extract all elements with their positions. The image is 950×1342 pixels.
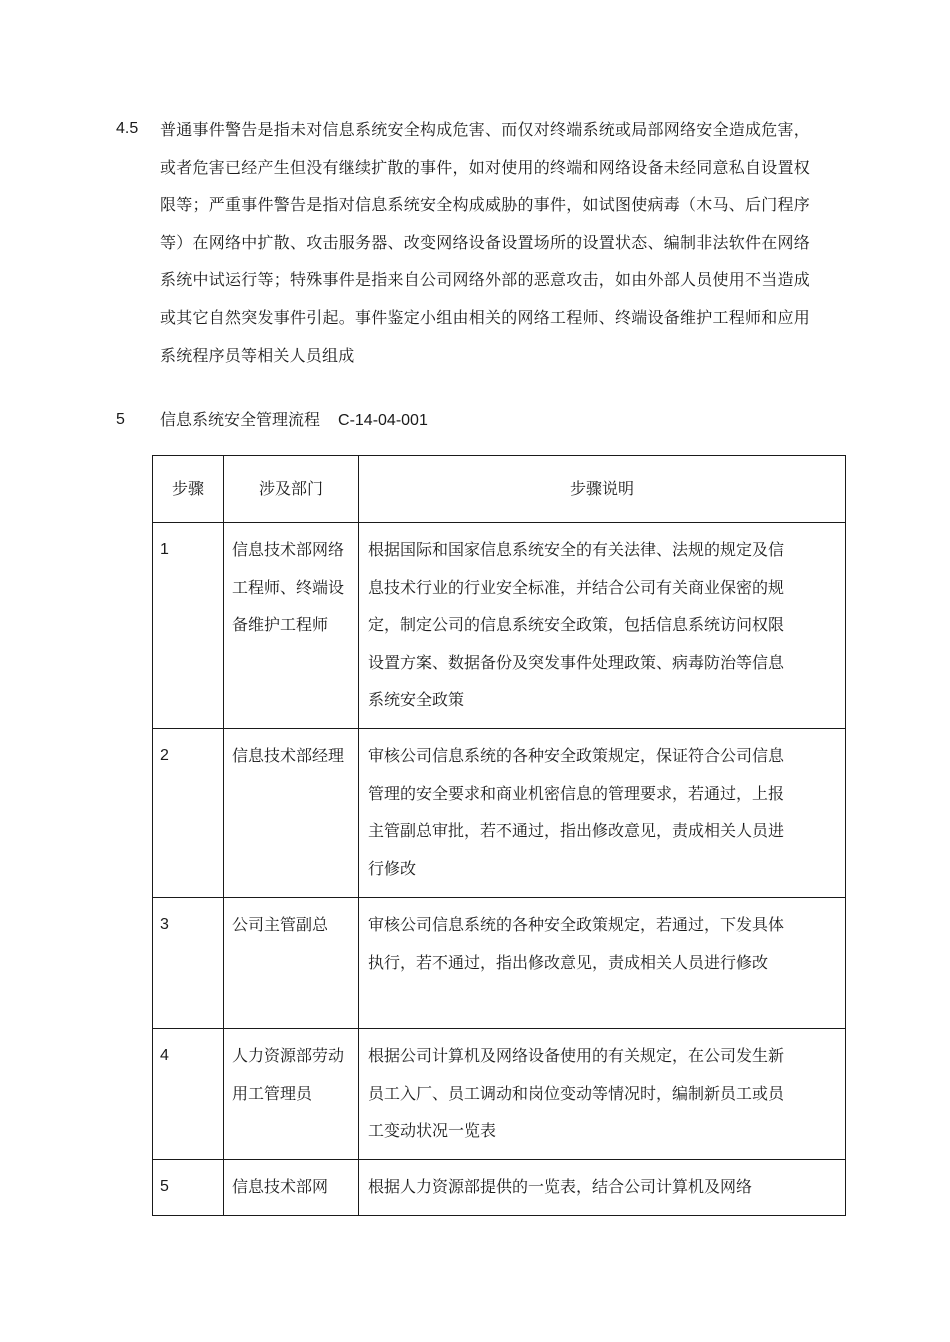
department-text: 信息技术部经理 <box>232 746 345 765</box>
department-text: 信息技术部网络工程师、终端设备维护工程师 <box>232 540 345 635</box>
table-row <box>153 729 846 898</box>
section-4-5-paragraph: 普通事件警告是指未对信息系统安全构成危害、而仅对终端系统或局部网络安全造成危害，或者危害已经产生但没有继续扩散的事件，如对使用的终端和网络设备未经同意私自设置权限等；严重事件警告是指对信息系统安全构成威胁的事件，如试图使病毒（木马、后门程序等）在网络中扩散、攻击服务器、改变网络设备设置场所的设置状态、编制非法软件在网络系统中试运行等；特殊事件是指来自公司网络外部的恶意攻击，如由外部人员使用不当造成或其它自然突发事件引起。事件鉴定小组由相关的网络工程师、终端设备维护工程师和应用系统程序员等相关人员组成 <box>160 120 810 365</box>
section-5-code: C-14-04-001 <box>338 412 428 429</box>
step-description <box>359 729 846 898</box>
step-number: 3 <box>153 898 224 1029</box>
step-department <box>224 1029 359 1160</box>
department-text: 信息技术部网 <box>232 1177 329 1196</box>
step-number: 5 <box>153 1160 224 1216</box>
table-row <box>153 523 846 729</box>
section-5-title: 信息系统安全管理流程 <box>160 410 321 429</box>
header-description: 步骤说明 <box>359 456 846 523</box>
step-description <box>359 898 846 1029</box>
header-department: 涉及部门 <box>224 456 359 523</box>
description-text: 审核公司信息系统的各种安全政策规定，保证符合公司信息管理的安全要求和商业机密信息的管理要求，若通过，上报主管副总审批，若不通过，指出修改意见，责成相关人员进行修改 <box>368 746 785 878</box>
section-number-4-5: 4.5 <box>116 120 139 137</box>
description-text: 根据公司计算机及网络设备使用的有关规定，在公司发生新员工入厂、员工调动和岗位变动等情况时，编制新员工或员工变动状况一览表 <box>368 1046 785 1141</box>
step-department <box>224 1160 359 1216</box>
description-text: 审核公司信息系统的各种安全政策规定，若通过，下发具体执行，若不通过，指出修改意见，责成相关人员进行修改 <box>368 915 785 972</box>
table-row <box>153 1029 846 1160</box>
step-number: 4 <box>153 1029 224 1160</box>
step-department <box>224 898 359 1029</box>
department-text: 公司主管副总 <box>232 915 329 934</box>
step-number: 2 <box>153 729 224 898</box>
step-description <box>359 1029 846 1160</box>
description-text: 根据人力资源部提供的一览表，结合公司计算机及网络 <box>368 1177 753 1196</box>
table-row <box>153 1160 846 1216</box>
step-department <box>224 729 359 898</box>
description-text: 根据国际和国家信息系统安全的有关法律、法规的规定及信息技术行业的行业安全标准，并结合公司有关商业保密的规定，制定公司的信息系统安全政策，包括信息系统访问权限设置方案、数据备份及突发事件处理政策、病毒防治等信息系统安全政策 <box>368 540 785 710</box>
step-department <box>224 523 359 729</box>
step-description <box>359 1160 846 1216</box>
section-number-5: 5 <box>116 411 125 428</box>
section-5-heading <box>160 406 428 435</box>
step-number: 1 <box>153 523 224 729</box>
table-row <box>153 898 846 1029</box>
header-step: 步骤 <box>153 456 224 523</box>
procedure-table <box>152 455 846 1216</box>
department-text: 人力资源部劳动用工管理员 <box>232 1046 345 1103</box>
table-header-row <box>153 456 846 523</box>
step-description <box>359 523 846 729</box>
